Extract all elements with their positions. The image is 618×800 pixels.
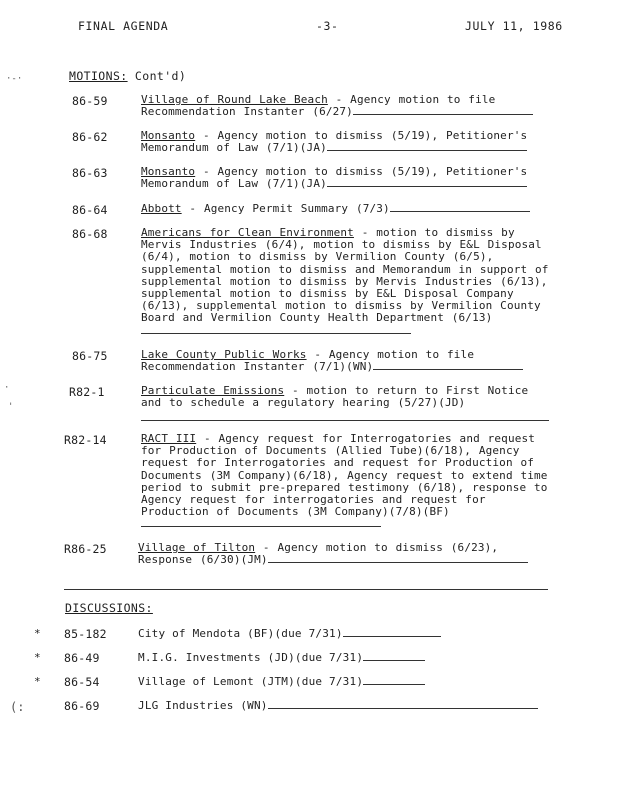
fill-line (141, 420, 549, 421)
motion-case-name: RACT III (141, 432, 197, 445)
motions-heading (69, 69, 186, 83)
motion-text: - Agency motion to file Recommendation Instanter (7/1)(WN) (141, 348, 475, 374)
discussion-text: City of Mendota (BF)(due 7/31) (138, 627, 343, 640)
motion-case-name: Monsanto (141, 165, 196, 178)
discussion-number: 86-54 (64, 675, 100, 689)
discussions-heading (65, 601, 153, 615)
fill-line (390, 210, 530, 212)
discussion-item (138, 651, 425, 664)
scan-mark: (: (10, 700, 25, 714)
motion-text: - Agency motion to dismiss (5/19), Petitioner's Memorandum of Law (7/1)(JA) (141, 165, 528, 191)
motion-text: - Agency motion to dismiss (6/23), Response (6/30)(JM) (138, 541, 499, 567)
fill-line (141, 525, 381, 527)
motion-case-name: Abbott (141, 202, 182, 215)
motion-description (141, 203, 553, 215)
header-page-number: -3- (316, 19, 339, 33)
priority-asterisk: * (34, 651, 41, 664)
motion-number: 86-68 (72, 227, 108, 241)
fill-line (343, 635, 441, 637)
discussion-number: 86-69 (64, 699, 100, 713)
motion-number: R82-1 (69, 385, 105, 399)
discussion-number: 85-182 (64, 627, 107, 641)
fill-line (268, 707, 538, 709)
motion-case-name: Village of Tilton (138, 541, 256, 554)
motion-case-name: Monsanto (141, 129, 196, 142)
discussion-item (138, 627, 441, 640)
motion-number: R82-14 (64, 433, 107, 447)
motion-text: - Agency motion to file Recommendation Instanter (6/27) (141, 93, 496, 119)
header-title: FINAL AGENDA (78, 19, 169, 33)
motion-case-name: Lake County Public Works (141, 348, 307, 361)
discussion-item (138, 675, 425, 688)
motion-description (141, 94, 553, 118)
motion-number: 86-64 (72, 203, 108, 217)
motion-text: - motion to return to First Notice and to schedule a regulatory hearing (5/27)(JD) (141, 384, 529, 410)
section-separator (64, 589, 548, 590)
motion-description (141, 349, 553, 373)
scan-mark: · (4, 383, 10, 393)
motion-number: 86-62 (72, 130, 108, 144)
motion-case-name: Village of Round Lake Beach (141, 93, 328, 106)
motion-number: R86-25 (64, 542, 107, 556)
motion-description (141, 166, 553, 190)
scan-mark: ' (8, 402, 14, 412)
motion-case-name: Particulate Emissions (141, 384, 285, 397)
priority-asterisk: * (34, 675, 41, 688)
fill-line (363, 659, 425, 661)
discussions-heading-label: DISCUSSIONS: (65, 601, 153, 615)
fill-line (327, 185, 527, 187)
discussion-text: M.I.G. Investments (JD)(due 7/31) (138, 651, 364, 664)
fill-line (268, 561, 528, 563)
motions-heading-suffix: Cont'd) (127, 69, 187, 83)
motions-heading-label: MOTIONS: (69, 69, 128, 83)
fill-line (327, 149, 527, 151)
fill-line (363, 683, 425, 685)
priority-asterisk: * (34, 627, 41, 640)
fill-line (353, 113, 533, 115)
motion-description (138, 542, 550, 566)
motion-text: - Agency motion to dismiss (5/19), Petitioner's Memorandum of Law (7/1)(JA) (141, 129, 528, 155)
motion-number: 86-75 (72, 349, 108, 363)
discussion-text: Village of Lemont (JTM)(due 7/31) (138, 675, 364, 688)
motion-text: - motion to dismiss by Mervis Industries (6/4), motion to dismiss by E&L Disposal (6/4), motion to dismiss by Vermilion County (6/5), supplemental motion to dismiss and Memorandum in support of supplemental motion to dismiss by Mervis Industries (6/13), supplemental motion to dismiss by E&L Disposal Company (6/13), supplemental motion to dismiss by Vermilion County Board and Vermilion County Health Department (6/13) (141, 226, 549, 325)
header-date: JULY 11, 1986 (465, 19, 563, 33)
discussion-text: JLG Industries (WN) (138, 699, 268, 712)
fill-line (373, 368, 523, 370)
discussion-item (138, 699, 538, 712)
motion-description (141, 227, 553, 337)
motion-description (141, 385, 553, 409)
motion-text: - Agency Permit Summary (7/3) (181, 202, 390, 215)
motion-description (141, 130, 553, 154)
motion-case-name: Americans for Clean Environment (141, 226, 354, 239)
fill-line (141, 332, 411, 334)
motion-number: 86-63 (72, 166, 108, 180)
motion-number: 86-59 (72, 94, 108, 108)
motion-text: - Agency request for Interrogatories and request for Production of Documents (Allied Tube)(6/18), Agency request for Interrogatories and request for Production of Documents (3M Company)(6/18), Agency request to extend time period to submit pre-prepared testimony (6/18), response to Agency request for interrogatories and request for Production of Documents (3M Company)(7/8)(BF) (141, 432, 548, 519)
scan-mark: ·-· (6, 74, 23, 84)
discussion-number: 86-49 (64, 651, 100, 665)
motion-description (141, 433, 553, 531)
